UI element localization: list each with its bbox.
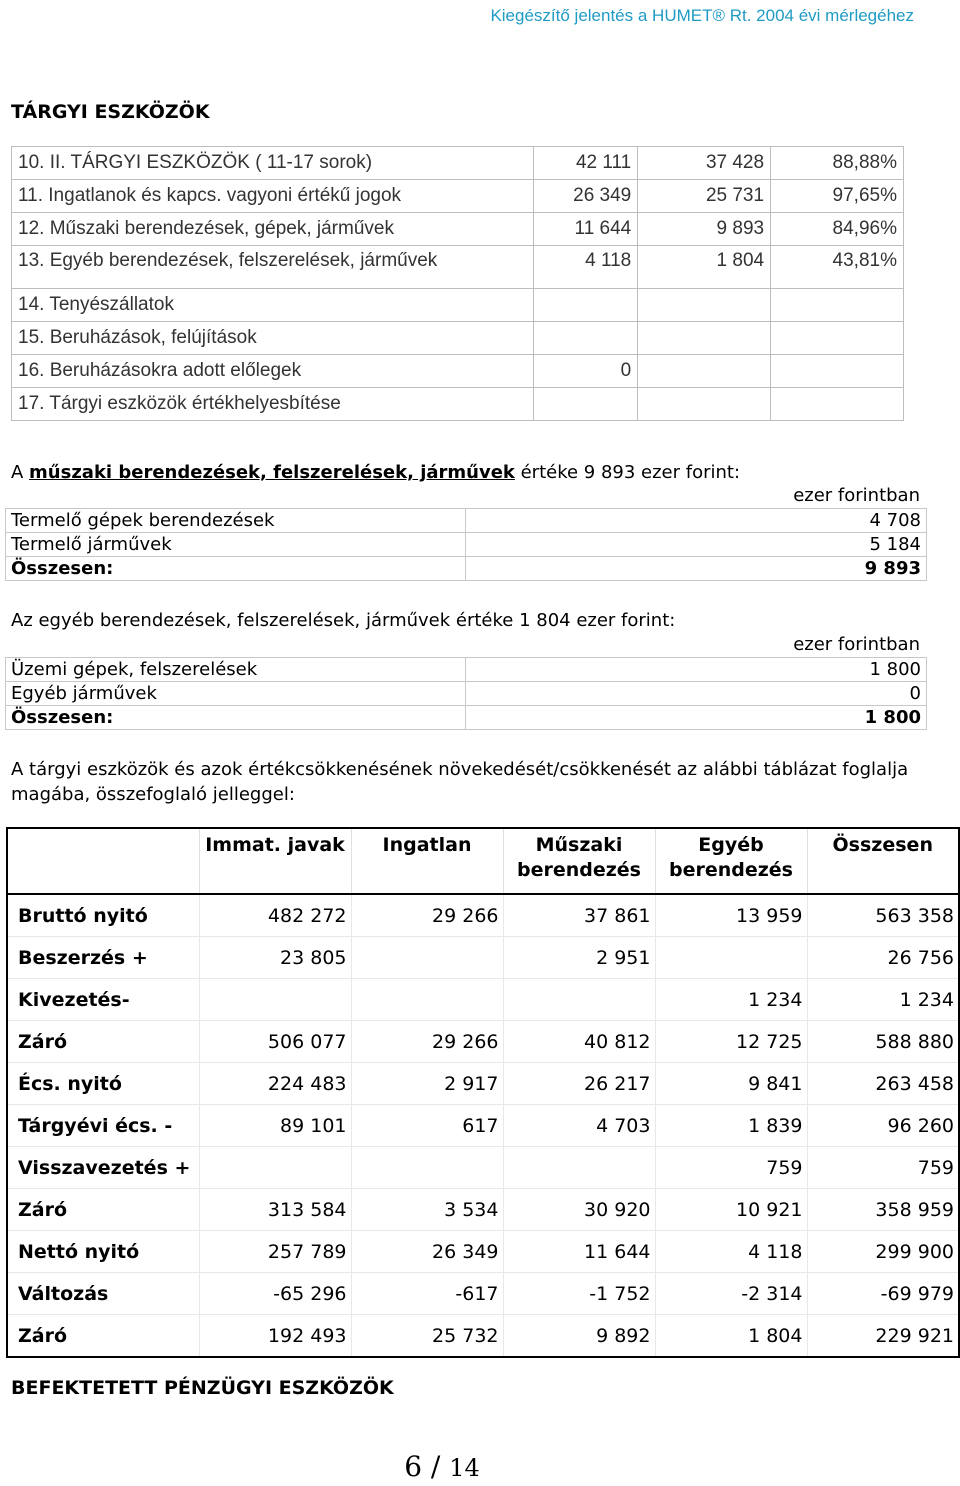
row-value: 563 358 [807,894,959,937]
value-current-year [638,355,771,388]
table-row [7,1189,959,1231]
row-value: 11 644 [503,1231,655,1273]
row-value: 96 260 [807,1105,959,1147]
row-value: 299 900 [807,1231,959,1273]
row-value: -617 [351,1273,503,1315]
column-header: Műszaki berendezés [503,828,655,894]
value-ratio [771,289,904,322]
table-row [7,1231,959,1273]
row-label: Termelő járművek [6,533,466,557]
value-ratio: 43,81% [771,246,904,289]
row-label: Nettó nyitó [7,1231,199,1273]
row-value [199,979,351,1021]
row-label: 10. II. TÁRGYI ESZKÖZÖK ( 11-17 sorok) [12,147,534,180]
row-label: Összesen: [6,557,466,581]
row-value: 506 077 [199,1021,351,1063]
value-ratio [771,322,904,355]
row-value: 1 800 [466,658,927,682]
table-row [12,180,904,213]
row-value: 23 805 [199,937,351,979]
value-prev-year: 0 [534,355,638,388]
row-value [351,979,503,1021]
row-value: 1 804 [655,1315,807,1358]
row-value: -69 979 [807,1273,959,1315]
document-header-note: Kiegészítő jelentés a HUMET® Rt. 2004 évi mérlegéhez [490,6,914,25]
balance-table [11,146,904,421]
table-row [7,1273,959,1315]
row-value: 26 349 [351,1231,503,1273]
row-label: Termelő gépek berendezések [6,509,466,533]
row-label: Tárgyévi écs. - [7,1105,199,1147]
row-label: 16. Beruházásokra adott előlegek [12,355,534,388]
table-row [7,979,959,1021]
other-equipment-table [5,657,927,730]
row-value: -2 314 [655,1273,807,1315]
row-value: 1 800 [466,706,927,730]
table-row [12,213,904,246]
value-prev-year [534,322,638,355]
row-value: 1 234 [655,979,807,1021]
value-current-year [638,388,771,421]
table-row [12,388,904,421]
row-value: 29 266 [351,894,503,937]
row-value: 40 812 [503,1021,655,1063]
table-row [12,147,904,180]
row-label: Visszavezetés + [7,1147,199,1189]
row-value: 10 921 [655,1189,807,1231]
row-value [503,1147,655,1189]
row-value: 9 893 [466,557,927,581]
row-value: 4 703 [503,1105,655,1147]
section-title-financial-assets: BEFEKTETETT PÉNZÜGYI ESZKÖZÖK [11,1377,394,1399]
column-header: Egyéb berendezés [655,828,807,894]
row-label: Beszerzés + [7,937,199,979]
value-prev-year: 11 644 [534,213,638,246]
row-label: 14. Tenyészállatok [12,289,534,322]
row-value: 12 725 [655,1021,807,1063]
section-title-tangible-assets: TÁRGYI ESZKÖZÖK [11,101,210,123]
value-ratio: 97,65% [771,180,904,213]
value-current-year: 1 804 [638,246,771,289]
row-label: 11. Ingatlanok és kapcs. vagyoni értékű jogok [12,180,534,213]
row-value [655,937,807,979]
row-label: Változás [7,1273,199,1315]
value-ratio [771,355,904,388]
table-row [6,682,927,706]
table-row [7,937,959,979]
row-value [351,1147,503,1189]
row-label: 13. Egyéb berendezések, felszerelések, járművek [12,246,534,289]
column-header: Ingatlan [351,828,503,894]
row-value: 759 [807,1147,959,1189]
row-value: 37 861 [503,894,655,937]
value-ratio [771,388,904,421]
row-value [199,1147,351,1189]
underlined-term: műszaki berendezések, felszerelések, járművek [29,462,515,483]
value-ratio: 88,88% [771,147,904,180]
value-prev-year: 42 111 [534,147,638,180]
row-value: 25 732 [351,1315,503,1358]
column-header: Összesen [807,828,959,894]
table-row [7,1105,959,1147]
value-current-year [638,289,771,322]
table-row [12,246,904,289]
row-label: 12. Műszaki berendezések, gépek, járművek [12,213,534,246]
unit-label: ezer forintban [793,485,920,506]
value-ratio: 84,96% [771,213,904,246]
column-header [7,828,199,894]
table-row [12,322,904,355]
row-value: 1 839 [655,1105,807,1147]
value-current-year: 37 428 [638,147,771,180]
paragraph-summary-intro: A tárgyi eszközök és azok értékcsökkenésének növekedését/csökkenését az alábbi táblázat foglalja magába, összefoglaló jelleggel: [11,759,909,805]
value-prev-year [534,388,638,421]
asset-movement-table [6,827,960,1358]
value-current-year: 25 731 [638,180,771,213]
table-row [7,1021,959,1063]
row-label: 15. Beruházások, felújítások [12,322,534,355]
row-label: Záró [7,1021,199,1063]
paragraph-other-equipment: Az egyéb berendezések, felszerelések, járművek értéke 1 804 ezer forint: [11,610,676,631]
row-value: 5 184 [466,533,927,557]
row-value: 4 708 [466,509,927,533]
table-row [12,289,904,322]
value-current-year: 9 893 [638,213,771,246]
table-row [7,1315,959,1358]
table-row [6,509,927,533]
table-row [7,1147,959,1189]
column-header: Immat. javak [199,828,351,894]
paragraph-technical-equipment: A műszaki berendezések, felszerelések, járművek értéke 9 893 ezer forint: [11,462,741,483]
row-value: -1 752 [503,1273,655,1315]
row-value: 1 234 [807,979,959,1021]
row-value: 3 534 [351,1189,503,1231]
row-value: 588 880 [807,1021,959,1063]
row-value: 313 584 [199,1189,351,1231]
page-number: 6 / 14 [404,1450,480,1483]
technical-equipment-table [5,508,927,581]
row-value: 0 [466,682,927,706]
row-value: 257 789 [199,1231,351,1273]
row-label: Záró [7,1315,199,1358]
value-prev-year [534,289,638,322]
value-prev-year: 26 349 [534,180,638,213]
table-row [6,533,927,557]
row-value: 482 272 [199,894,351,937]
row-value: 9 892 [503,1315,655,1358]
row-value: 2 917 [351,1063,503,1105]
row-label: Bruttó nyitó [7,894,199,937]
row-value: -65 296 [199,1273,351,1315]
unit-label: ezer forintban [793,634,920,655]
row-value: 29 266 [351,1021,503,1063]
table-row [7,894,959,937]
row-label: Összesen: [6,706,466,730]
row-label: Kivezetés- [7,979,199,1021]
table-row [6,557,927,581]
row-value: 30 920 [503,1189,655,1231]
row-value [351,937,503,979]
row-label: Écs. nyitó [7,1063,199,1105]
row-value: 358 959 [807,1189,959,1231]
row-label: Záró [7,1189,199,1231]
row-value: 229 921 [807,1315,959,1358]
table-row [7,1063,959,1105]
row-value: 224 483 [199,1063,351,1105]
row-value: 9 841 [655,1063,807,1105]
row-value: 26 217 [503,1063,655,1105]
table-row [6,658,927,682]
row-value [503,979,655,1021]
row-value: 2 951 [503,937,655,979]
row-value: 89 101 [199,1105,351,1147]
row-label: 17. Tárgyi eszközök értékhelyesbítése [12,388,534,421]
row-label: Egyéb járművek [6,682,466,706]
row-value: 4 118 [655,1231,807,1273]
table-row [6,706,927,730]
row-value: 192 493 [199,1315,351,1358]
row-value: 617 [351,1105,503,1147]
row-value: 13 959 [655,894,807,937]
row-value: 263 458 [807,1063,959,1105]
value-prev-year: 4 118 [534,246,638,289]
row-value: 759 [655,1147,807,1189]
table-row [12,355,904,388]
row-value: 26 756 [807,937,959,979]
row-label: Üzemi gépek, felszerelések [6,658,466,682]
value-current-year [638,322,771,355]
